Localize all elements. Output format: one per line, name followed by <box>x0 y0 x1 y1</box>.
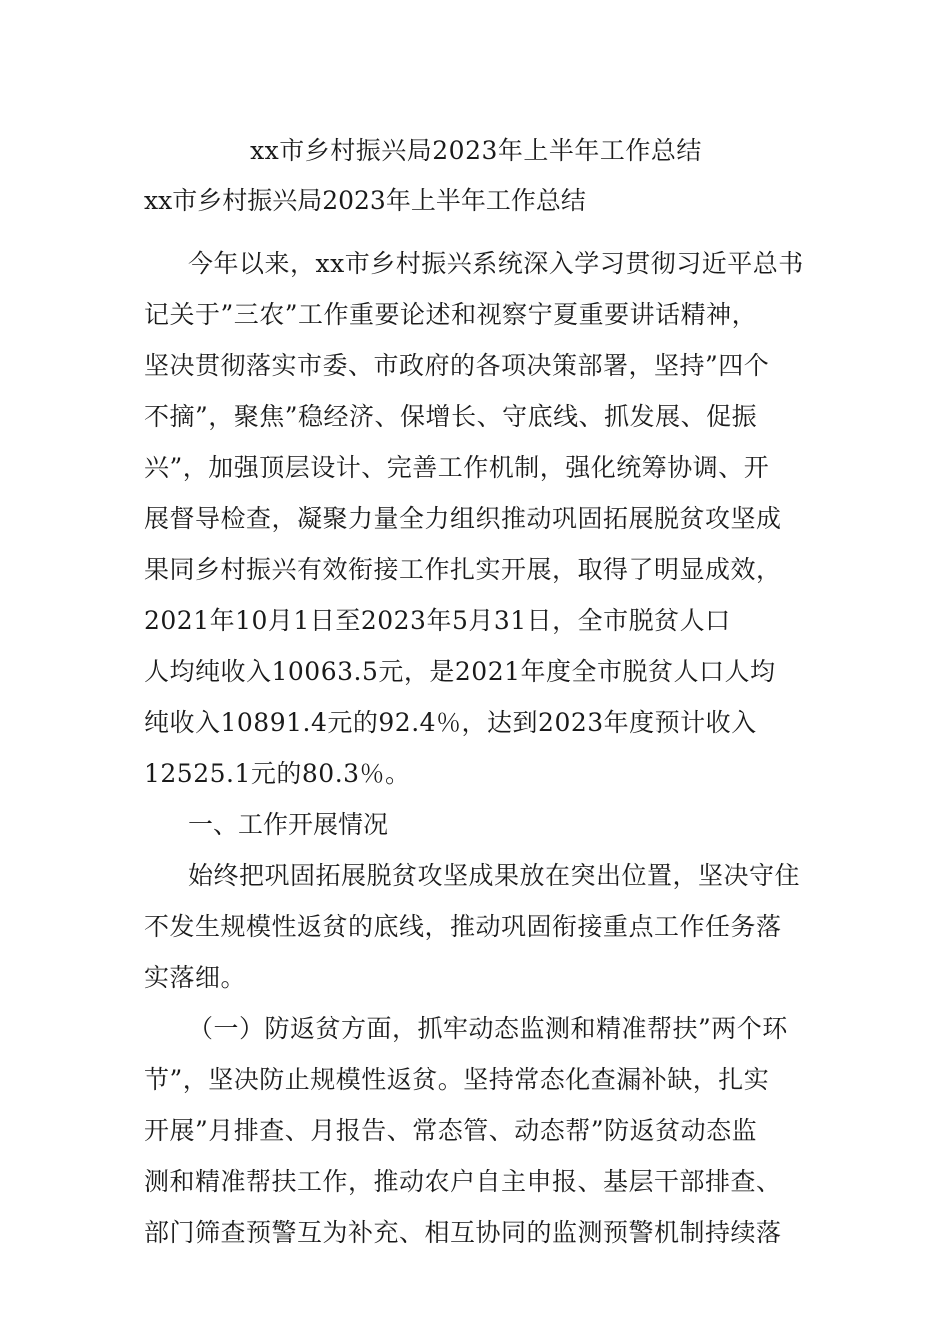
text-line: 兴”，加强顶层设计、完善工作机制，强化统筹协调、开 <box>144 453 770 482</box>
intro-paragraph <box>144 238 808 799</box>
document-subtitle: xx市乡村振兴局2023年上半年工作总结 <box>144 186 586 215</box>
text-line: 实落细。 <box>144 963 247 992</box>
text-line: 测和精准帮扶工作，推动农户自主申报、基层干部排查、 <box>144 1167 782 1196</box>
text-line: 记关于”三农”工作重要论述和视察宁夏重要讲话精神， <box>144 300 758 329</box>
subsection-paragraph <box>144 1003 808 1258</box>
text-line: 始终把巩固拓展脱贫攻坚成果放在突出位置，坚决守住 <box>188 861 801 890</box>
text-line: 坚决贯彻落实市委、市政府的各项决策部署，坚持”四个 <box>144 351 770 380</box>
text-line: 纯收入10891.4元的92.4％，达到2023年度预计收入 <box>144 708 757 737</box>
text-line: 人均纯收入10063.5元，是2021年度全市脱贫人口人均 <box>144 657 776 686</box>
section-heading: 一、工作开展情况 <box>188 810 389 839</box>
text-line: 开展”月排查、月报告、常态管、动态帮”防返贫动态监 <box>144 1116 758 1145</box>
text-line: 不发生规模性返贫的底线，推动巩固衔接重点工作任务落 <box>144 912 782 941</box>
text-line: 12525.1元的80.3％。 <box>144 759 411 788</box>
text-line: 部门筛查预警互为补充、相互协同的监测预警机制持续落 <box>144 1218 782 1247</box>
section-paragraph <box>144 850 808 1003</box>
text-line: 不摘”，聚焦”稳经济、保增长、守底线、抓发展、促振 <box>144 402 758 431</box>
text-line: （一）防返贫方面，抓牢动态监测和精准帮扶”两个环 <box>188 1014 788 1043</box>
text-line: 今年以来，xx市乡村振兴系统深入学习贯彻习近平总书 <box>188 249 804 278</box>
document-title: xx市乡村振兴局2023年上半年工作总结 <box>250 136 702 165</box>
text-line: 节”，坚决防止规模性返贫。坚持常态化查漏补缺，扎实 <box>144 1065 770 1094</box>
text-line: 果同乡村振兴有效衔接工作扎实开展，取得了明显成效， <box>144 555 782 584</box>
document-body <box>144 126 808 1258</box>
text-line: 展督导检查，凝聚力量全力组织推动巩固拓展脱贫攻坚成 <box>144 504 782 533</box>
text-line: 2021年10月1日至2023年5月31日，全市脱贫人口 <box>144 606 731 635</box>
